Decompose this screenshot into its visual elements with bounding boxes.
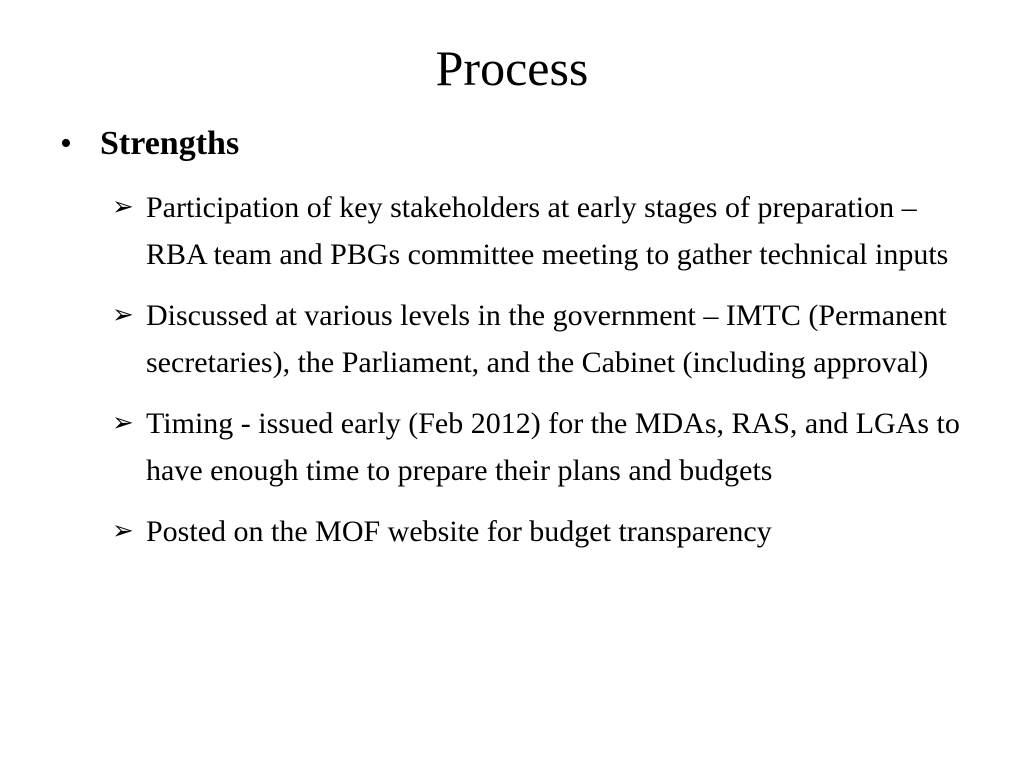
strengths-list [112, 184, 982, 569]
list-item-text: Discussed at various levels in the government – IMTC (Permanent secretaries), the Parliament, and the Cabinet (including approval) [146, 299, 947, 379]
list-item [112, 292, 982, 386]
list-item [112, 400, 982, 494]
list-item [112, 508, 982, 555]
arrowhead-bullet-icon: ➢ [112, 192, 134, 222]
slide-title: Process [435, 40, 589, 96]
arrowhead-bullet-icon: ➢ [112, 300, 134, 330]
list-item [112, 184, 982, 278]
bullet-icon: • [60, 125, 72, 162]
section-heading [60, 122, 239, 166]
arrowhead-bullet-icon: ➢ [112, 408, 134, 438]
list-item-text: Posted on the MOF website for budget transparency [146, 515, 772, 548]
list-item-text: Timing - issued early (Feb 2012) for the MDAs, RAS, and LGAs to have enough time to prepare their plans and budgets [146, 407, 960, 487]
list-item-text: Participation of key stakeholders at early stages of preparation – RBA team and PBGs committee meeting to gather technical inputs [146, 191, 949, 271]
section-label: Strengths [100, 125, 240, 162]
arrowhead-bullet-icon: ➢ [112, 516, 134, 546]
